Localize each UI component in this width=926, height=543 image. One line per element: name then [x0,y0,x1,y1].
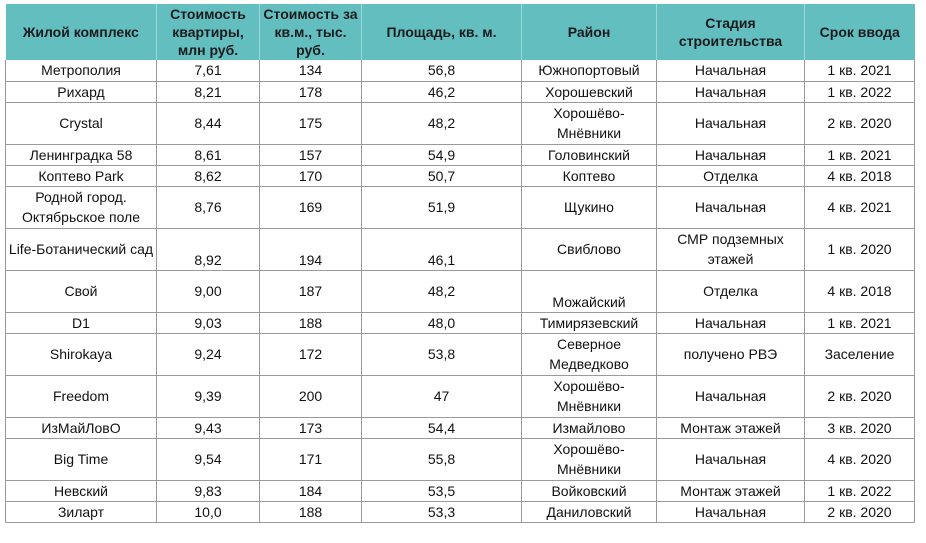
table-row [6,375,915,417]
completion-cell: 2 кв. 2020 [805,501,915,522]
area-cell: 53,8 [362,333,522,375]
completion-cell: 4 кв. 2018 [805,270,915,312]
price-per-sqm-cell: 169 [260,186,362,228]
price-cell: 9,83 [157,480,260,501]
completion-cell: 1 кв. 2021 [805,312,915,333]
price-per-sqm-cell: 188 [260,501,362,522]
stage-cell: Отделка [657,165,805,186]
table-row [6,102,915,144]
district-cell: Хорошёво-Мнёвники [522,375,657,417]
price-per-sqm-cell: 157 [260,144,362,165]
table-row [6,228,915,270]
completion-cell: 1 кв. 2022 [805,480,915,501]
stage-cell: Начальная [657,438,805,480]
price-per-sqm-cell: 170 [260,165,362,186]
area-cell: 56,8 [362,60,522,81]
price-cell: 9,39 [157,375,260,417]
complex-cell: Ленинградка 58 [6,144,157,165]
district-cell: Хорошёво-Мнёвники [522,102,657,144]
table-row [6,333,915,375]
completion-cell: 4 кв. 2020 [805,438,915,480]
stage-cell: Начальная [657,60,805,81]
completion-cell: 1 кв. 2020 [805,228,915,270]
header-area: Площадь, кв. м. [362,4,522,60]
complex-cell: Метрополия [6,60,157,81]
district-cell: Хорошевский [522,81,657,102]
stage-cell: Начальная [657,144,805,165]
complex-cell: Freedom [6,375,157,417]
price-cell: 8,76 [157,186,260,228]
district-cell: Северное Медведково [522,333,657,375]
price-cell: 9,54 [157,438,260,480]
completion-cell: 1 кв. 2022 [805,81,915,102]
completion-cell: Заселение [805,333,915,375]
header-complex: Жилой комплекс [6,4,157,60]
area-cell: 51,9 [362,186,522,228]
district-cell: Можайский [522,270,657,312]
table-row [6,186,915,228]
price-cell: 8,44 [157,102,260,144]
area-cell: 46,1 [362,228,522,270]
area-cell: 48,2 [362,270,522,312]
area-cell: 48,2 [362,102,522,144]
price-per-sqm-cell: 171 [260,438,362,480]
price-cell: 9,43 [157,417,260,438]
stage-cell: Начальная [657,186,805,228]
stage-cell: Начальная [657,375,805,417]
price-per-sqm-cell: 187 [260,270,362,312]
complex-cell: Родной город. Октябрьское поле [6,186,157,228]
price-per-sqm-cell: 200 [260,375,362,417]
price-per-sqm-cell: 178 [260,81,362,102]
complex-cell: Crystal [6,102,157,144]
price-cell: 9,03 [157,312,260,333]
stage-cell: Начальная [657,102,805,144]
header-district: Район [522,4,657,60]
district-cell: Головинский [522,144,657,165]
complex-cell: Рихард [6,81,157,102]
district-cell: Южнопортовый [522,60,657,81]
table-row [6,480,915,501]
complex-cell: D1 [6,312,157,333]
table-row [6,81,915,102]
table-row [6,417,915,438]
area-cell: 53,3 [362,501,522,522]
header-completion: Срок ввода [805,4,915,60]
price-per-sqm-cell: 173 [260,417,362,438]
table-row [6,60,915,81]
price-cell: 8,61 [157,144,260,165]
table-row [6,312,915,333]
district-cell: Войковский [522,480,657,501]
price-per-sqm-cell: 184 [260,480,362,501]
stage-cell: Начальная [657,501,805,522]
area-cell: 47 [362,375,522,417]
area-cell: 48,0 [362,312,522,333]
price-cell: 8,62 [157,165,260,186]
district-cell: Тимирязевский [522,312,657,333]
table-body [6,60,915,522]
complex-cell: Невский [6,480,157,501]
price-per-sqm-cell: 172 [260,333,362,375]
price-per-sqm-cell: 134 [260,60,362,81]
price-cell: 8,92 [157,228,260,270]
stage-cell: Монтаж этажей [657,417,805,438]
price-cell: 8,21 [157,81,260,102]
table-row [6,438,915,480]
complex-cell: Shirokaya [6,333,157,375]
district-cell: Свиблово [522,228,657,270]
area-cell: 53,5 [362,480,522,501]
stage-cell: Начальная [657,312,805,333]
area-cell: 50,7 [362,165,522,186]
price-per-sqm-cell: 175 [260,102,362,144]
price-cell: 9,00 [157,270,260,312]
stage-cell: Монтаж этажей [657,480,805,501]
completion-cell: 2 кв. 2020 [805,375,915,417]
area-cell: 55,8 [362,438,522,480]
complex-cell: Life-Ботанический сад [6,228,157,270]
header-price-per-sqm: Стоимость за кв.м., тыс. руб. [260,4,362,60]
district-cell: Щукино [522,186,657,228]
district-cell: Даниловский [522,501,657,522]
stage-cell: СМР подземных этажей [657,228,805,270]
stage-cell: Отделка [657,270,805,312]
completion-cell: 3 кв. 2020 [805,417,915,438]
price-cell: 9,24 [157,333,260,375]
price-per-sqm-cell: 194 [260,228,362,270]
complex-cell: Коптево Park [6,165,157,186]
completion-cell: 1 кв. 2021 [805,60,915,81]
table-row [6,144,915,165]
completion-cell: 2 кв. 2020 [805,102,915,144]
complex-cell: Зиларт [6,501,157,522]
area-cell: 54,9 [362,144,522,165]
completion-cell: 1 кв. 2021 [805,144,915,165]
stage-cell: Начальная [657,81,805,102]
complex-cell: Big Time [6,438,157,480]
complex-cell: Свой [6,270,157,312]
price-per-sqm-cell: 188 [260,312,362,333]
district-cell: Коптево [522,165,657,186]
price-cell: 10,0 [157,501,260,522]
area-cell: 46,2 [362,81,522,102]
area-cell: 54,4 [362,417,522,438]
header-price: Стоимость квартиры, млн руб. [157,4,260,60]
complex-cell: ИзМайЛовО [6,417,157,438]
residential-complex-table [5,4,915,523]
header-stage: Стадия строительства [657,4,805,60]
completion-cell: 4 кв. 2018 [805,165,915,186]
table-row [6,165,915,186]
table-row [6,270,915,312]
district-cell: Измайлово [522,417,657,438]
stage-cell: получено РВЭ [657,333,805,375]
table-row [6,501,915,522]
district-cell: Хорошёво-Мнёвники [522,438,657,480]
completion-cell: 4 кв. 2021 [805,186,915,228]
header-row [6,4,915,60]
price-cell: 7,61 [157,60,260,81]
